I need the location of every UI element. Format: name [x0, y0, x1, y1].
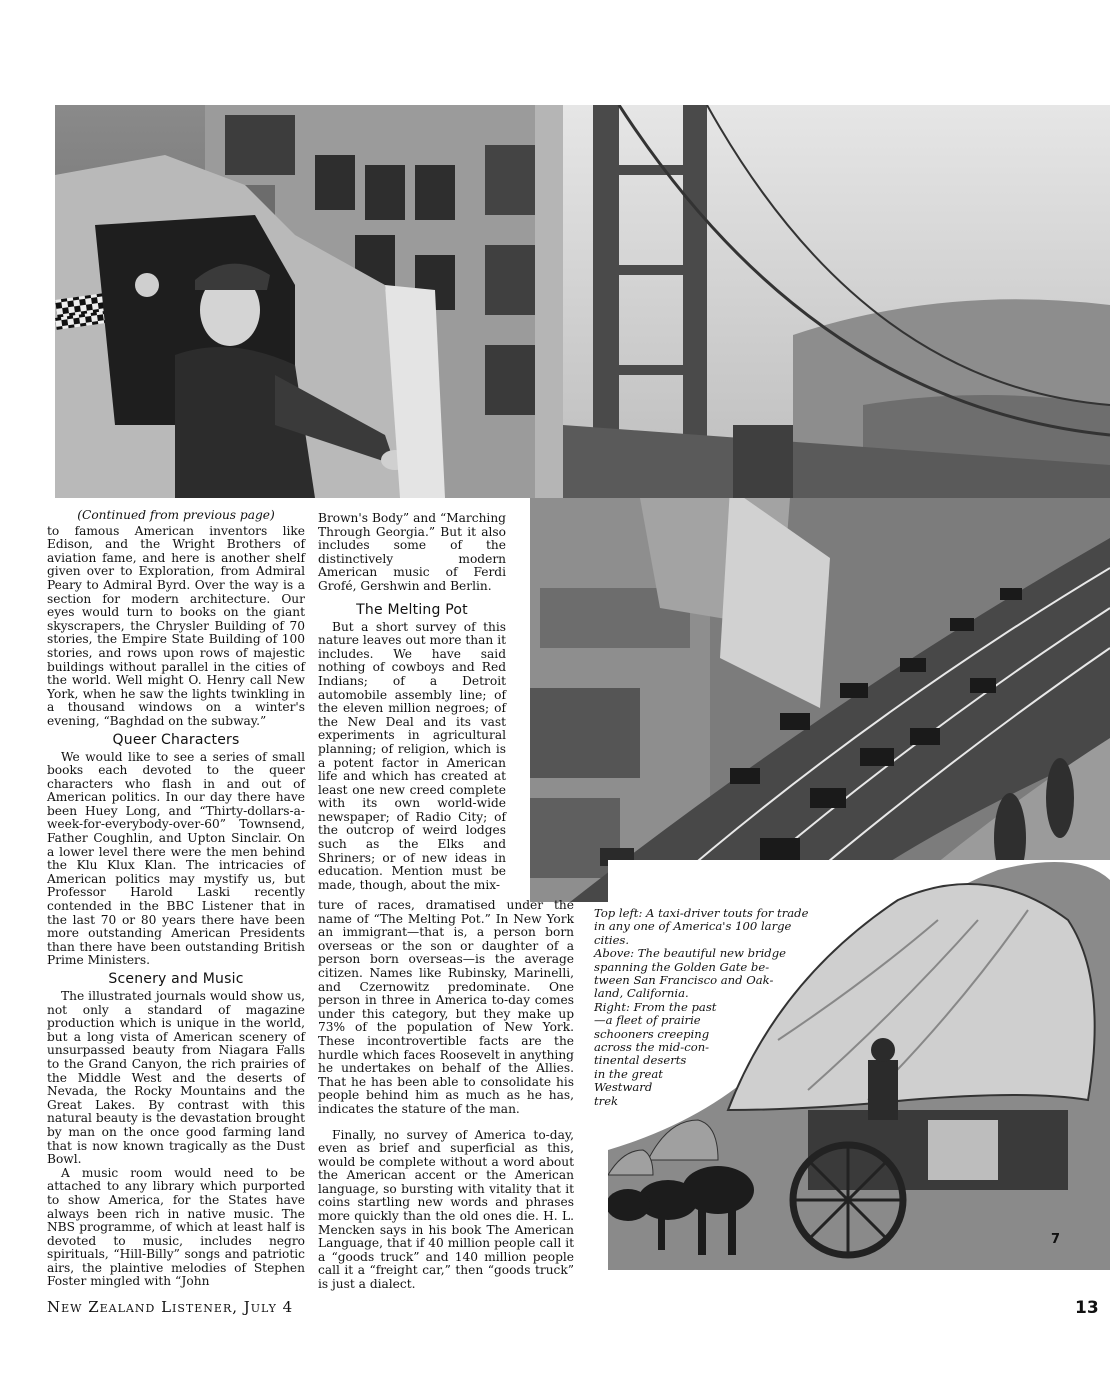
paragraph: We would like to see a series of small books each devoted to the queer characters who flash in and out of American politics. In our day there have been Huey Long, and “Thirty-dollars-a-week-for-everybody-over-60” Townsend, Father Coughlin, and Upton Sinclair. On a lower level there were the men behind the Klu Klux Klan. The intricacies of American politics may mystify us, but Professor Harold Laski recently contended in the BBC Listener that in the last 70 or 80 years there have been more outstanding American Presidents than there have been outstanding British Prime Ministers.: [47, 749, 305, 968]
caption-line: tinental deserts: [594, 1053, 687, 1068]
caption-line: Westward: [594, 1080, 653, 1095]
page-number: 13: [1075, 1298, 1099, 1318]
caption-line: tween San Francisco and Oak-: [594, 973, 774, 988]
article-column-1: [47, 509, 305, 1289]
caption-line: Right: From the past: [594, 999, 717, 1014]
paragraph: A music room would need to be attached to any library which purported to show America, for the States have always been rich in native music. The NBS programme, of which at least half is devoted to music, includes negro spirituals, “Hill-Billy” songs and patriotic airs, the plaintive melodies of Stephen Foster mingled with “John: [47, 1165, 305, 1289]
continued-note: (Continued from previous page): [77, 508, 275, 522]
section-heading: Queer Characters: [112, 731, 240, 748]
wagon-photo-number: 7: [1051, 1232, 1061, 1247]
paragraph: Brown's Body” and “Marching Through Georgia.” But it also includes some of the distinctively modern American music of Ferdi Grofé, Gershwin and Berlin.: [318, 511, 506, 593]
roadway-traffic-illustration: [530, 498, 1110, 902]
paragraph: ture of races, dramatised under the name of “The Melting Pot.” In New York an immigrant—that is, a person born overseas or the son or daughter of a person born overseas—is the average citizen. Names like Rubinsky, Marinelli, and Czernowitz predominate. One person in three in America to-day comes under this category, but they make up 73% of the population of New York. These incontrovertible facts are the hurdle which faces Roosevelt in anything he undertakes on behalf of the Allies. That he has been able to consolidate his people behind him as much as he has, indicates the stature of the man.: [318, 898, 574, 1116]
caption-line: —a fleet of prairie: [594, 1013, 701, 1028]
taxi-driver-photo: [55, 105, 563, 498]
paragraph: to famous American inventors like Edison, and the Wright Brothers of aviation fame, and here is another shelf given over to Exploration, from Admiral Peary to Admiral Byrd. Over the way is a section for modern architecture. Our eyes would turn to books on the giant skyscrapers, the Chrysler Building of 70 stories, the Empire State Building of 100 stories, and rows upon rows of majestic buildings without parallel in the cities of the world. Well might O. Henry call New York, when he saw the lights twinkling in a thousand windows on a winter's evening, “Baghdad on the subway.”: [47, 523, 305, 728]
article-column-2-upper: [318, 512, 506, 892]
caption-line: in the great: [594, 1066, 663, 1081]
section-heading: Scenery and Music: [108, 971, 244, 987]
photo-caption: [594, 907, 864, 1108]
caption-line: trek: [594, 1093, 619, 1108]
caption-line: land, California.: [594, 986, 689, 1001]
section-heading: The Melting Pot: [356, 601, 468, 618]
caption-line: cities.: [594, 932, 630, 947]
caption-line: Above: The beautiful new bridge: [594, 946, 787, 961]
caption-line: across the mid-con-: [594, 1040, 710, 1055]
caption-line: in any one of America's 100 large: [594, 919, 792, 934]
paragraph: The illustrated journals would show us, not only a standard of magazine production which is unique in the world, but a long vista of American scenery of unsurpassed beauty from Niagara Falls to the Grand Canyon, the rich prairies of the Middle West and the deserts of Nevada, the Rocky Mountains and the Great Lakes. By contrast with this natural beauty is the devastation brought by man on the once good farming land that is now known tragically as the Dust Bowl.: [47, 989, 305, 1167]
caption-line: Top left: A taxi-driver touts for trade: [594, 906, 809, 920]
paragraph: But a short survey of this nature leaves out more than it includes. We have said nothing of cowboys and Red Indians; of a Detroit automobile assembly line; of the eleven million negroes; of the New Deal and its vast experiments in agricultural planning; of religion, which is a potent factor in American life and which has created at least one new creed complete with its own world-wide newspaper; of Radio City; of the outcrop of weird lodges such as the Elks and Shriners; or of new ideas in education. Mention must be made, though, about the mix-: [318, 619, 506, 892]
taxi-driver-illustration: [55, 105, 563, 498]
paragraph: Finally, no survey of America to-day, even as brief and superficial as this, would be complete without a word about the American accent or the American language, so bursting with vitality that it coins startling new words and phrases more quickly than the old ones die. H. L. Mencken says in his book The American Language, that if 40 million people call it a “goods truck” and 140 million people call it a “freight car,” then “goods truck” is just a dialect.: [318, 1127, 574, 1292]
page-footer: New Zealand Listener, July 4: [47, 1298, 294, 1316]
caption-line: schooners creeping: [594, 1026, 710, 1041]
bridge-sky-illustration: [563, 105, 1110, 500]
article-column-2-lower: [318, 899, 574, 1292]
bridge-roadway-photo: [530, 498, 1110, 902]
caption-line: spanning the Golden Gate be-: [594, 959, 770, 974]
golden-gate-bridge-photo: [563, 105, 1110, 500]
